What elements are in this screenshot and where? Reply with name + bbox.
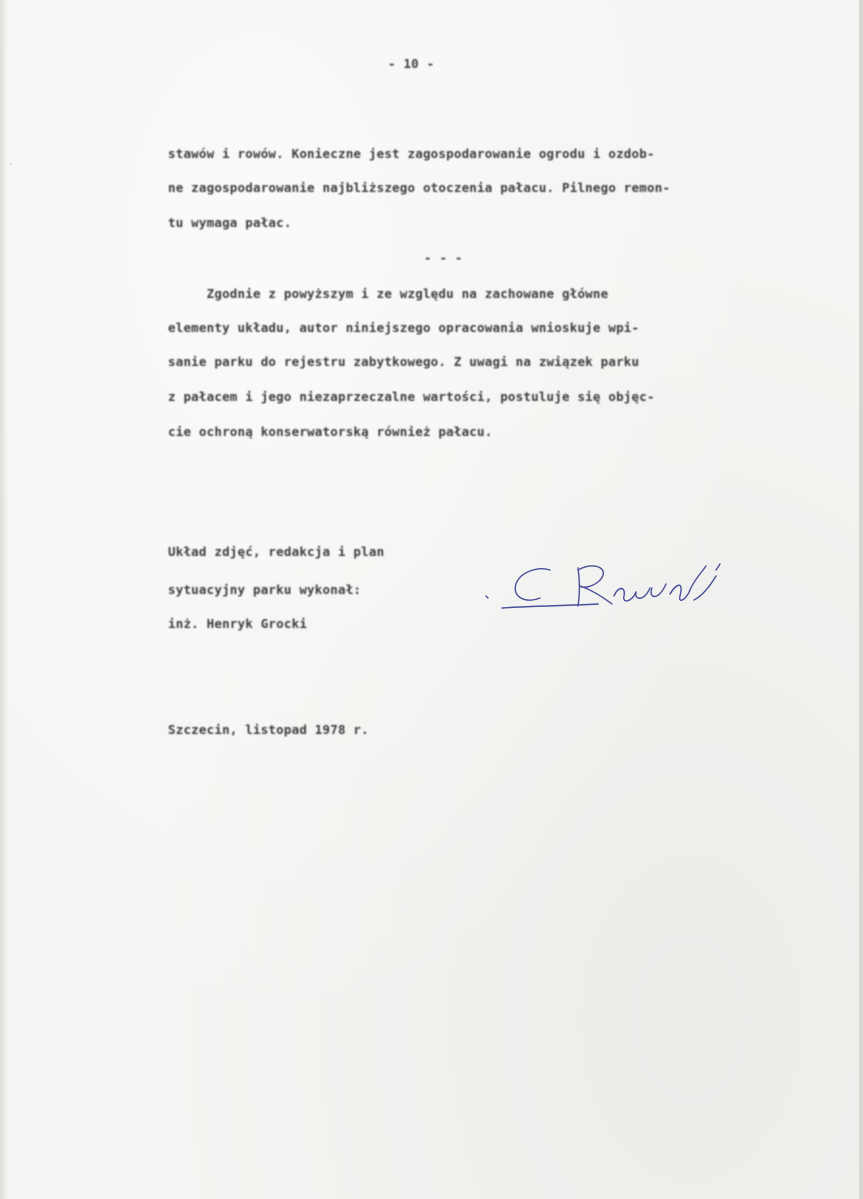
paragraph-line: sanie parku do rejestru zabytkowego. Z uwagi na związek parku	[168, 354, 640, 369]
credits-line: inż. Henryk Grocki	[168, 616, 308, 631]
handwritten-signature	[480, 556, 750, 626]
paragraph-line: elementy układu, autor niniejszego opracowania wnioskuje wpi-	[168, 320, 640, 335]
section-separator: - - -	[424, 250, 463, 265]
paper-mark	[10, 163, 12, 165]
paper-edge-left	[0, 0, 8, 1199]
credits-line: Układ zdjęć, redakcja i plan	[168, 544, 385, 559]
paragraph-line: z pałacem i jego niezaprzeczalne wartości, postuluje się objęc-	[168, 389, 655, 404]
credits-line: sytuacyjny parku wykonał:	[168, 582, 362, 597]
paragraph-line: stawów i rowów. Konieczne jest zagospodarowanie ogrodu i ozdob-	[168, 146, 655, 161]
place-and-date: Szczecin, listopad 1978 r.	[168, 722, 369, 737]
page-number: - 10 -	[388, 56, 435, 71]
paragraph-line: ne zagospodarowanie najbliższego otoczenia pałacu. Pilnego remon-	[168, 180, 671, 195]
paragraph-line: cie ochroną konserwatorską również pałacu.	[168, 424, 493, 439]
paragraph-line: tu wymaga pałac.	[168, 215, 292, 230]
paragraph-line: Zgodnie z powyższym i ze względu na zachowane główne	[168, 286, 609, 301]
paper-edge-right	[859, 0, 863, 1199]
